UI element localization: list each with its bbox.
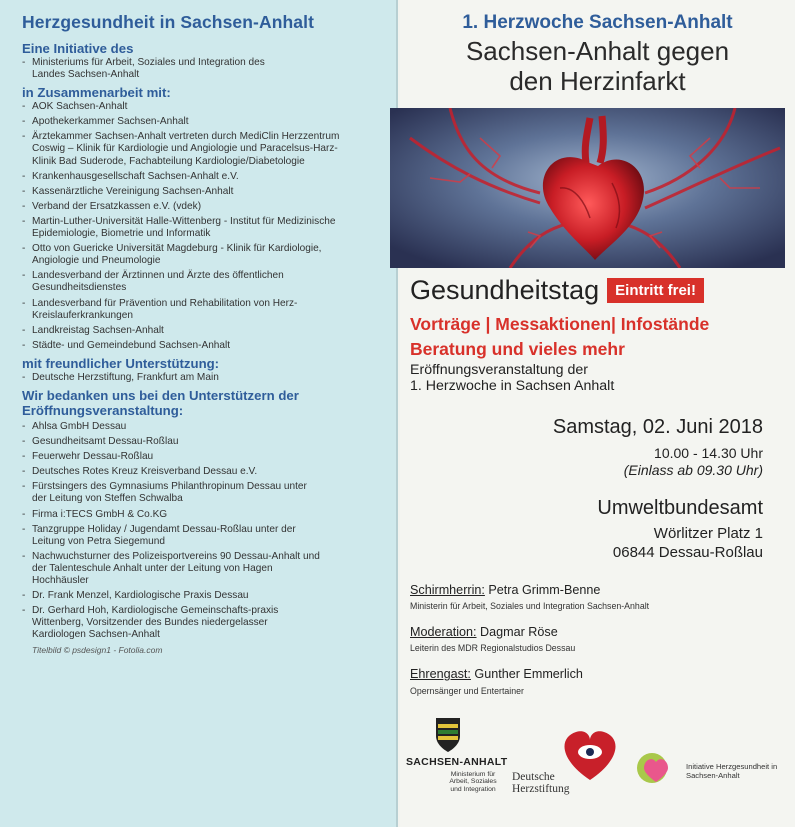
patron-role: Ministerin für Arbeit, Soziales und Integration Sachsen-Anhalt — [410, 601, 650, 611]
initiative-heading: Eine Initiative des — [22, 41, 134, 56]
list-item: - Ahlsa GmbH Dessau — [22, 421, 322, 433]
list-item: - Tanzgruppe Holiday / Jugendamt Dessau-Roßlau unter der Leitung von Petra Siegemund — [22, 524, 322, 548]
herzstiftung-line-2: Herzstiftung — [512, 783, 570, 795]
ministry-logo-text: Ministerium für Arbeit, Soziales und Integration — [449, 771, 497, 793]
list-item: - Otto von Guericke Universität Magdeburg - Klinik für Kardiologie, Angiologie und Pneumologie — [22, 243, 344, 267]
list-item: - Apothekerkammer Sachsen-Anhalt — [22, 116, 344, 128]
list-item: - Landkreistag Sachsen-Anhalt — [22, 325, 344, 337]
venue-street: Wörlitzer Platz 1 — [653, 525, 763, 542]
list-item: - Verband der Ersatzkassen e.V. (vdek) — [22, 201, 344, 213]
free-entry-badge: Eintritt frei! — [607, 278, 704, 303]
patron-row — [410, 583, 600, 597]
list-item: - Dr. Gerhard Hoh, Kardiologische Gemeinschafts-praxis Wittenberg, Vorsitzender des Bundes niedergelasser Kardiologen Sachsen-Anhalt — [22, 605, 322, 641]
state-logo-name: SACHSEN-ANHALT — [406, 756, 508, 768]
heart-illustration — [390, 108, 785, 268]
initiative-list — [18, 57, 382, 81]
program-line-2: Beratung und vieles mehr — [410, 339, 625, 359]
opening-line-2: 1. Herzwoche in Sachsen Anhalt — [410, 378, 615, 394]
list-item: - Ärztekammer Sachsen-Anhalt vertreten durch MediClin Herzzentrum Coswig – Klinik für Kardiologie und Angiologie und Paracelsus-Harz-Klinik Bad Suderode, Fachabteilung Kardiologie/Diabetologie — [22, 131, 344, 167]
list-item: - Kassenärztliche Vereinigung Sachsen-Anhalt — [22, 186, 344, 198]
initiative-heart-icon — [637, 753, 668, 783]
partners-heading: in Zusammenarbeit mit: — [22, 85, 171, 101]
event-time: 10.00 - 14.30 Uhr — [654, 445, 763, 461]
list-item: - Dr. Frank Menzel, Kardiologische Praxis Dessau — [22, 590, 322, 602]
list-item: - Nachwuchsturner des Polizeisportvereins 90 Dessau-Anhalt und der Talenteschule Anhalt unter der Leitung von Hagen Hochhäusler — [22, 551, 322, 587]
guest-name: Gunther Emmerlich — [474, 667, 583, 681]
list-item: - Landesverband der Ärztinnen und Ärzte des öffentlichen Gesundheitsdienstes — [22, 270, 344, 294]
headline-line-2: den Herzinfarkt — [509, 66, 686, 96]
list-item: - Fürstsingers des Gymnasiums Philanthropinum Dessau unter der Leitung von Steffen Schwalba — [22, 481, 322, 505]
opening-line-1: Eröffnungsveranstaltung der — [410, 362, 588, 378]
state-coat-of-arms-icon — [436, 718, 460, 752]
list-item: - Deutsche Herzstiftung, Frankfurt am Main — [22, 372, 382, 384]
moderation-role: Leiterin des MDR Regionalstudios Dessau — [410, 643, 576, 653]
list-item: - Ministeriums für Arbeit, Soziales und Integration des Landes Sachsen-Anhalt — [22, 57, 292, 81]
support-heading: mit freundlicher Unterstützung: — [22, 355, 220, 371]
left-title: Herzgesundheit in Sachsen-Anhalt — [22, 12, 314, 32]
thanks-list — [18, 421, 382, 642]
event-date: Samstag, 02. Juni 2018 — [552, 416, 763, 438]
herzstiftung-line-1: Deutsche — [512, 771, 555, 783]
list-item: - Städte- und Gemeindebund Sachsen-Anhalt — [22, 340, 344, 352]
list-item: - Landesverband für Prävention und Rehabilitation von Herz-Kreislauferkrankungen — [22, 298, 344, 322]
list-item: - AOK Sachsen-Anhalt — [22, 101, 344, 113]
thanks-heading: Wir bedanken uns bei den Unterstützern der Eröffnungsveranstaltung: — [22, 387, 299, 418]
moderation-row — [410, 625, 558, 639]
initiative-logo-text: Initiative Herzgesundheit in Sachsen-Anhalt — [686, 762, 778, 780]
guest-label: Ehrengast: — [410, 667, 471, 681]
list-item: - Martin-Luther-Universität Halle-Wittenberg - Institut für Medizinische Epidemiologie, Biometrie und Informatik — [22, 216, 344, 240]
list-item: - Krankenhausgesellschaft Sachsen-Anhalt e.V. — [22, 171, 344, 183]
event-title-row — [410, 275, 704, 306]
right-panel — [400, 0, 795, 827]
patron-label: Schirmherrin: — [410, 583, 485, 597]
support-list — [18, 372, 382, 384]
moderation-name: Dagmar Röse — [480, 625, 558, 639]
guest-role: Opernsänger und Entertainer — [410, 686, 524, 696]
headline-line-1: Sachsen-Anhalt gegen — [465, 36, 730, 66]
list-item: - Firma i:TECS GmbH & Co.KG — [22, 509, 322, 521]
patron-name: Petra Grimm-Benne — [488, 583, 601, 597]
partners-list — [18, 101, 382, 352]
event-admission: (Einlass ab 09.30 Uhr) — [623, 462, 763, 478]
event-kicker: 1. Herzwoche Sachsen-Anhalt — [462, 12, 733, 33]
event-title: Gesundheitstag — [410, 275, 600, 305]
venue-name: Umweltbundesamt — [597, 497, 763, 519]
venue-city: 06844 Dessau-Roßlau — [612, 544, 763, 561]
image-credit: Titelbild © psdesign1 - Fotolia.com — [32, 645, 163, 656]
guest-row — [410, 667, 583, 681]
program-line-1: Vorträge | Messaktionen| Infostände — [410, 314, 710, 334]
heart-eye-icon — [564, 731, 615, 780]
heart-hero-image — [390, 108, 785, 268]
list-item: - Deutsches Rotes Kreuz Kreisverband Dessau e.V. — [22, 466, 322, 478]
list-item: - Feuerwehr Dessau-Roßlau — [22, 451, 322, 463]
list-item: - Gesundheitsamt Dessau-Roßlau — [22, 436, 322, 448]
moderation-label: Moderation: — [410, 625, 477, 639]
logo-bar — [400, 710, 795, 820]
herzstiftung-logo-text — [512, 771, 569, 795]
